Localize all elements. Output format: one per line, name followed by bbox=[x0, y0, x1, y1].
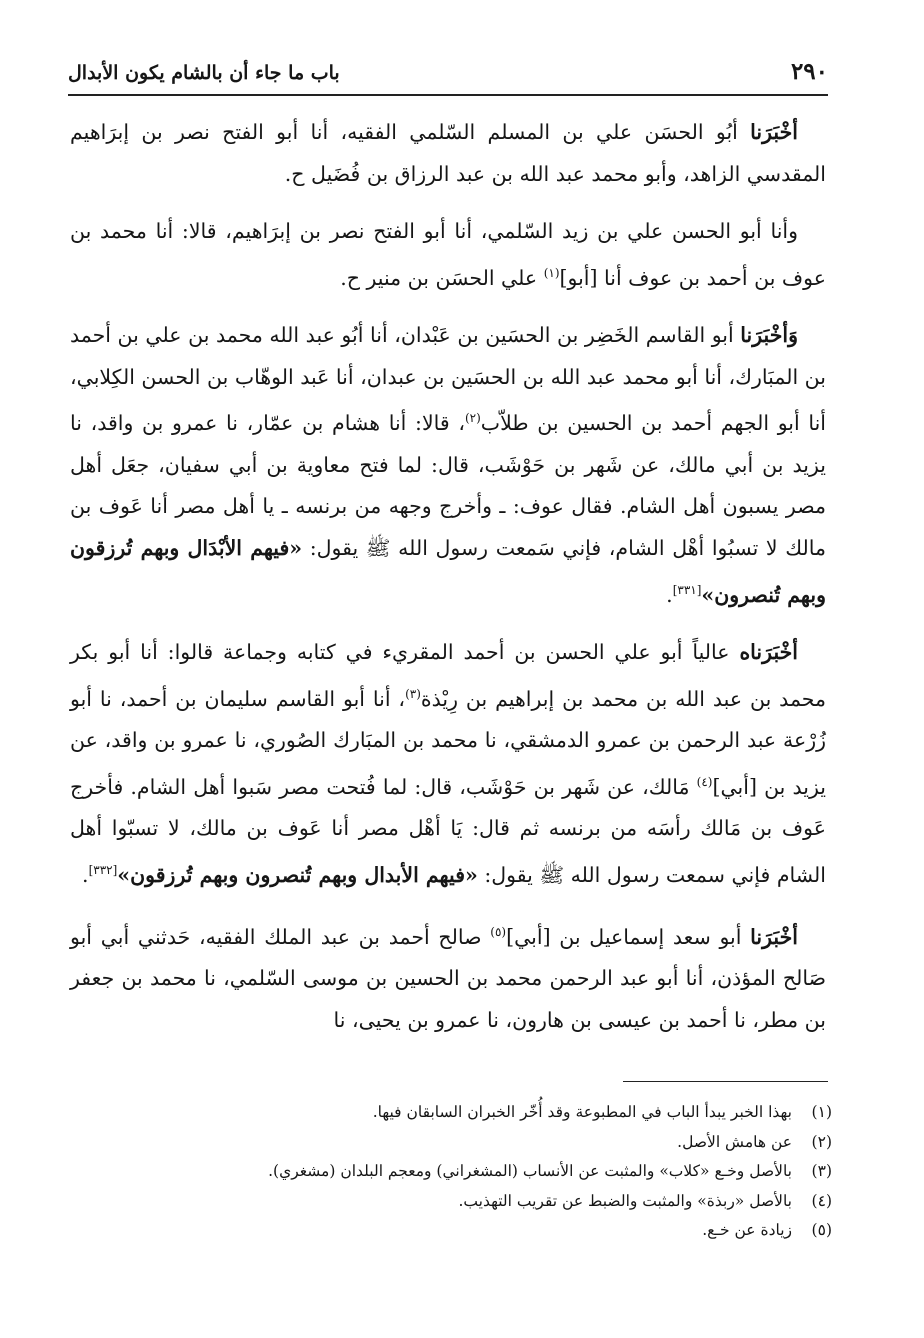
lead-word: وَأخْبَرَنا bbox=[740, 323, 798, 348]
lead-word: أخْبَرَنا bbox=[750, 120, 798, 144]
footnote-separator bbox=[623, 1081, 828, 1082]
paragraph-text-cont: ، قالا: أنا هشام بن عمّار، نا عمرو بن واقد، نا يزيد بن أبي مالك، عن شَهر بن حَوْشَب، قال: لما فتح معاوية بن أبي سفيان، جعَل أهل مصر يسبون أهل الشام. فقال عوف: ـ وأخرج وجهه من برنسه ـ يا أهل مصر أنا عَوف بن مالك لا تسبُوا أهْل الشام، فإني سَمعت رسول الله ﷺ يقول: bbox=[70, 411, 826, 560]
hadith-number: [٣٣٢] bbox=[88, 862, 118, 877]
paragraph-1 bbox=[70, 112, 826, 195]
lead-word: أخْبَرَناه bbox=[739, 640, 798, 665]
paragraph-5 bbox=[70, 912, 826, 1042]
paragraph-end: . bbox=[82, 862, 89, 887]
paragraph-text-cont: صالح أحمد بن عبد الملك الفقيه، حَدثني أبي أبو صَالح المؤذن، أنا أبو عبد الرحمن محمد بن الحسين بن موسى السّلمي، نا محمد بن جعفر بن مطر، نا أحمد بن عيسى بن هارون، نا عمرو بن يحيى، نا bbox=[70, 924, 826, 1033]
paragraph-2 bbox=[70, 211, 826, 299]
running-title: باب ما جاء أن بالشام يكون الأبدال bbox=[68, 62, 340, 84]
paragraph-text: عالياً أبو علي الحسن بن أحمد المقريء في كتابه وجماعة قالوا: أنا أبو بكر محمد بن عبد الله بن محمد بن إبراهيم بن رِيْذة bbox=[70, 640, 827, 711]
paragraph-text: أبُو الحسَن علي بن المسلم السّلمي الفقيه، أنا أبو الفتح نصر بن إبرَاهيم المقدسي الزاهد، وأبو محمد عبد الله بن عبد الرزاق بن فُضَيل ح. bbox=[70, 120, 826, 186]
paragraph-end: . bbox=[666, 582, 673, 607]
paragraph-text: أبو سعد إسماعيل بن [أبي] bbox=[506, 924, 751, 949]
paragraph-text-cont: علي الحسَن بن منير ح. bbox=[340, 265, 544, 290]
paragraph-text-cont: ، أنا أبو القاسم سليمان بن أحمد، نا أبو زُرْعة عبد الرحمن بن عمرو الدمشقي، نا محمد بن المبَارك الصُوري، نا عمرو بن واقد، عن يزيد بن [أبي] bbox=[70, 686, 826, 799]
footnote-number: (١) bbox=[811, 1103, 832, 1121]
page-header bbox=[68, 56, 828, 96]
footnote-text: زيادة عن خـع. bbox=[702, 1221, 792, 1239]
footnote-text: بهذا الخبر يبدأ الباب في المطبوعة وقد أُخّر الخبران السابقان فيها. bbox=[372, 1103, 792, 1121]
footnote-ref: (٥) bbox=[490, 925, 507, 940]
footnote-number: (٥) bbox=[811, 1221, 832, 1239]
hadith-number: [٣٣١] bbox=[672, 582, 702, 597]
footnote-5 bbox=[160, 1216, 832, 1246]
footnote-2 bbox=[160, 1128, 832, 1158]
page-number: ٢٩٠ bbox=[790, 58, 828, 85]
paragraph-text: أبو القاسم الخَضِر بن الحسَين بن عَبْدان، أنا أبُو عبد الله محمد بن علي بن أحمد بن المبَارك، أنا أبو محمد عبد الله بن الحسَين بن عبدان، أنا عَبد الوهّاب بن الحسن الكِلابي، أنا أبو الجهم أحمد بن الحسين بن طلاّب bbox=[70, 323, 826, 436]
hadith-quote: «فيهم الأبدال وبهم تُنصرون وبهم تُرزقون» bbox=[117, 862, 478, 887]
footnote-text: بالأصل «ربذة» والمثبت والضبط عن تقريب التهذيب. bbox=[458, 1191, 792, 1210]
footnote-number: (٤) bbox=[811, 1191, 832, 1210]
paragraph-text-cont: مَالك، عن شَهر بن حَوْشَب، قال: لما فُتحت مصر سَبوا أهل الشام. فأخرج عَوف بن مَالك رأسَه من برنسه ثم قال: يَا أهْل مصر أنا عَوف بن مالك، لا تسبّوا أهل الشام فإني سمعت رسول الله ﷺ يقول: bbox=[70, 774, 826, 887]
footnote-number: (٢) bbox=[811, 1132, 832, 1151]
footnote-4 bbox=[160, 1187, 832, 1217]
lead-word: أخْبَرَنا bbox=[750, 924, 798, 949]
paragraph-4 bbox=[70, 632, 826, 896]
footnote-1 bbox=[160, 1098, 832, 1128]
footnote-ref: (٣) bbox=[405, 686, 421, 701]
paragraph-text: وأنا أبو الحسن علي بن زيد السّلمي، أنا أبو الفتح نصر بن إبرَاهيم، قالا: أنا محمد بن عوف بن أحمد بن عوف أنا [أبو] bbox=[70, 219, 826, 290]
footnote-ref: (١) bbox=[543, 265, 560, 280]
footnote-ref: (٤) bbox=[696, 774, 713, 789]
footnotes bbox=[160, 1098, 832, 1246]
footnote-3 bbox=[160, 1157, 832, 1187]
hadith-quote: «فيهم الأبْدَال وبهم تُرزقون وبهم تُنصرون» bbox=[70, 536, 826, 607]
paragraph-3 bbox=[70, 315, 826, 616]
main-text bbox=[70, 112, 826, 1058]
footnote-number: (٣) bbox=[811, 1162, 832, 1180]
footnote-text: بالأصل وخـع «كلاب» والمثبت عن الأنساب (المشغراني) ومعجم البلدان (مشغري). bbox=[268, 1162, 792, 1180]
footnote-text: عن هامش الأصل. bbox=[677, 1132, 792, 1151]
footnote-ref: (٢) bbox=[464, 411, 481, 426]
